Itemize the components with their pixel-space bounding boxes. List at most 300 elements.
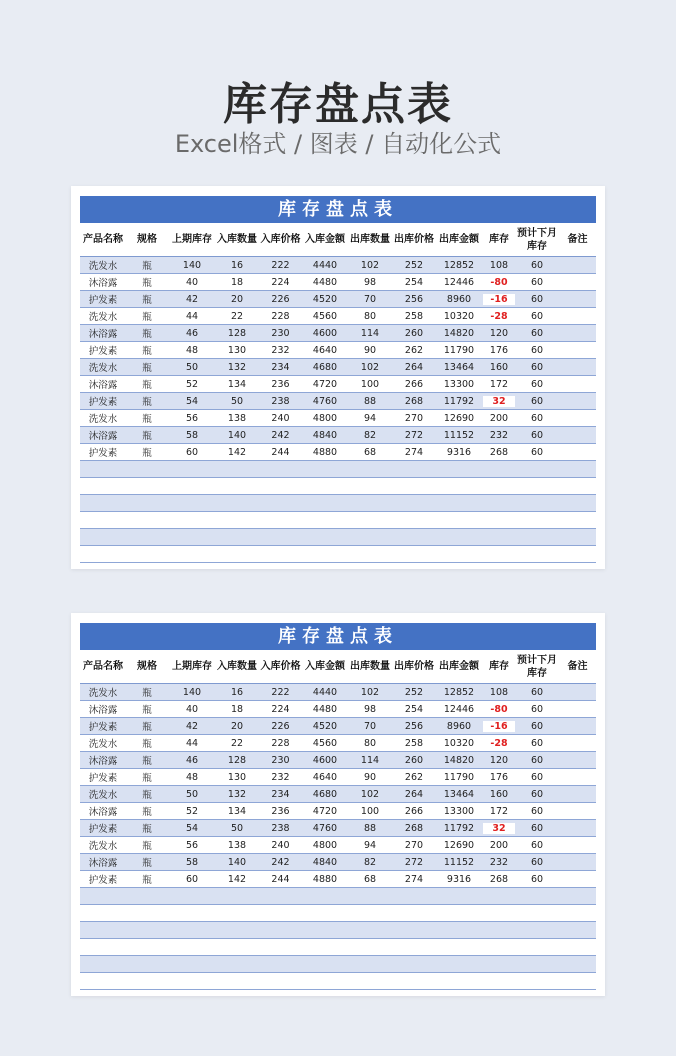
- cell-col-spec[interactable]: 瓶: [142, 261, 152, 272]
- cell-col-out-price[interactable]: 268: [404, 822, 424, 834]
- cell-col-out-price[interactable]: 256: [404, 720, 424, 732]
- cell-col-out-price[interactable]: 268: [404, 395, 424, 407]
- cell-col-in-amount[interactable]: 4680: [312, 788, 338, 800]
- cell-col-name[interactable]: 沐浴露: [88, 756, 118, 767]
- cell-col-out-amount[interactable]: 12852: [443, 259, 475, 271]
- cell-col-spec[interactable]: 瓶: [142, 295, 152, 306]
- cell-col-next-month[interactable]: 60: [530, 412, 544, 424]
- cell-col-spec[interactable]: 瓶: [142, 346, 152, 357]
- cell-col-in-price[interactable]: 234: [271, 361, 290, 373]
- cell-col-next-month[interactable]: 60: [530, 771, 544, 783]
- cell-col-spec[interactable]: 瓶: [142, 448, 152, 459]
- cell-col-in-price[interactable]: 232: [271, 771, 290, 783]
- cell-col-out-amount[interactable]: 11792: [443, 822, 475, 834]
- cell-col-out-price[interactable]: 270: [404, 839, 424, 851]
- cell-col-spec[interactable]: 瓶: [142, 705, 152, 716]
- cell-col-out-qty[interactable]: 98: [363, 703, 377, 715]
- cell-col-prev-stock[interactable]: 50: [185, 361, 199, 373]
- cell-col-in-price[interactable]: 236: [271, 378, 290, 390]
- cell-col-stock[interactable]: -16: [483, 721, 515, 732]
- cell-col-out-amount[interactable]: 8960: [446, 293, 472, 305]
- cell-col-in-qty[interactable]: 20: [230, 720, 244, 732]
- cell-col-next-month[interactable]: 60: [530, 378, 544, 390]
- cell-col-next-month[interactable]: 60: [530, 737, 544, 749]
- cell-col-out-amount[interactable]: 11792: [443, 395, 475, 407]
- cell-col-spec[interactable]: 瓶: [142, 312, 152, 323]
- cell-col-out-amount[interactable]: 13300: [443, 378, 475, 390]
- cell-col-stock[interactable]: 176: [489, 771, 509, 783]
- cell-col-name[interactable]: 护发素: [88, 875, 118, 886]
- cell-col-out-qty[interactable]: 70: [363, 720, 377, 732]
- cell-col-next-month[interactable]: 60: [530, 259, 544, 271]
- cell-col-prev-stock[interactable]: 42: [185, 720, 199, 732]
- cell-col-prev-stock[interactable]: 140: [182, 686, 202, 698]
- cell-col-spec[interactable]: 瓶: [142, 722, 152, 733]
- cell-col-out-price[interactable]: 264: [404, 788, 424, 800]
- cell-col-spec[interactable]: 瓶: [142, 773, 152, 784]
- cell-col-in-price[interactable]: 230: [271, 327, 290, 339]
- cell-col-out-amount[interactable]: 13464: [443, 788, 475, 800]
- empty-row[interactable]: [80, 939, 596, 956]
- header-col-stock: 库存: [489, 661, 509, 672]
- cell-col-name[interactable]: 洗发水: [88, 841, 118, 852]
- header-col-prev-stock: 上期库存: [172, 234, 212, 245]
- cell-col-out-qty[interactable]: 114: [360, 754, 380, 766]
- cell-col-stock[interactable]: 232: [489, 429, 509, 441]
- cell-col-spec[interactable]: 瓶: [142, 790, 152, 801]
- cell-col-next-month[interactable]: 60: [530, 686, 544, 698]
- cell-col-out-price[interactable]: 254: [404, 703, 424, 715]
- cell-col-in-amount[interactable]: 4680: [312, 361, 338, 373]
- cell-col-prev-stock[interactable]: 50: [185, 788, 199, 800]
- cell-col-in-qty[interactable]: 50: [230, 395, 244, 407]
- cell-col-in-price[interactable]: 242: [271, 856, 290, 868]
- cell-col-prev-stock[interactable]: 52: [185, 378, 199, 390]
- cell-col-next-month[interactable]: 60: [530, 429, 544, 441]
- cell-col-next-month[interactable]: 60: [530, 310, 544, 322]
- cell-col-prev-stock[interactable]: 56: [185, 839, 199, 851]
- cell-col-name[interactable]: 护发素: [88, 773, 118, 784]
- cell-col-stock[interactable]: 160: [489, 361, 509, 373]
- cell-col-out-amount[interactable]: 12690: [443, 839, 475, 851]
- cell-col-stock[interactable]: 268: [489, 873, 509, 885]
- cell-col-spec[interactable]: 瓶: [142, 363, 152, 374]
- cell-col-in-qty[interactable]: 128: [227, 327, 247, 339]
- cell-col-next-month[interactable]: 60: [530, 446, 544, 458]
- cell-col-in-price[interactable]: 224: [271, 276, 290, 288]
- cell-col-out-price[interactable]: 258: [404, 737, 424, 749]
- cell-col-out-qty[interactable]: 94: [363, 412, 377, 424]
- cell-col-out-price[interactable]: 260: [404, 327, 424, 339]
- cell-col-in-qty[interactable]: 134: [227, 378, 247, 390]
- cell-col-spec[interactable]: 瓶: [142, 380, 152, 391]
- cell-col-out-price[interactable]: 272: [404, 429, 424, 441]
- cell-col-prev-stock[interactable]: 58: [185, 429, 199, 441]
- cell-col-out-qty[interactable]: 100: [360, 805, 380, 817]
- cell-col-in-price[interactable]: 242: [271, 429, 290, 441]
- cell-col-out-amount[interactable]: 11790: [443, 344, 475, 356]
- cell-col-stock[interactable]: 120: [489, 754, 509, 766]
- cell-col-name[interactable]: 护发素: [88, 722, 118, 733]
- cell-col-in-price[interactable]: 228: [271, 310, 290, 322]
- cell-col-stock[interactable]: 108: [489, 686, 509, 698]
- cell-col-out-price[interactable]: 264: [404, 361, 424, 373]
- table-row: [80, 718, 596, 735]
- cell-col-stock[interactable]: 160: [489, 788, 509, 800]
- cell-col-prev-stock[interactable]: 42: [185, 293, 199, 305]
- cell-col-in-price[interactable]: 226: [271, 293, 290, 305]
- cell-col-out-price[interactable]: 252: [404, 686, 424, 698]
- cell-col-in-amount[interactable]: 4800: [312, 839, 338, 851]
- cell-col-prev-stock[interactable]: 44: [185, 737, 199, 749]
- cell-col-out-qty[interactable]: 98: [363, 276, 377, 288]
- cell-col-out-qty[interactable]: 90: [363, 344, 377, 356]
- cell-col-out-qty[interactable]: 80: [363, 737, 377, 749]
- cell-col-prev-stock[interactable]: 140: [182, 259, 202, 271]
- cell-col-stock[interactable]: -80: [483, 704, 515, 715]
- cell-col-out-price[interactable]: 266: [404, 805, 424, 817]
- cell-col-in-amount[interactable]: 4720: [312, 378, 338, 390]
- cell-col-in-amount[interactable]: 4840: [312, 856, 338, 868]
- cell-col-in-amount[interactable]: 4560: [312, 310, 338, 322]
- table-row: [80, 684, 596, 701]
- cell-col-in-qty[interactable]: 142: [227, 446, 247, 458]
- cell-col-stock[interactable]: 200: [489, 412, 509, 424]
- cell-col-in-qty[interactable]: 18: [230, 703, 244, 715]
- cell-col-spec[interactable]: 瓶: [142, 431, 152, 442]
- cell-col-out-qty[interactable]: 82: [363, 856, 377, 868]
- header-col-note: 备注: [567, 661, 588, 672]
- cell-col-out-qty[interactable]: 114: [360, 327, 380, 339]
- cell-col-name[interactable]: 沐浴露: [88, 380, 118, 391]
- cell-col-spec[interactable]: 瓶: [142, 414, 152, 425]
- cell-col-in-price[interactable]: 228: [271, 737, 290, 749]
- cell-col-in-price[interactable]: 224: [271, 703, 290, 715]
- cell-col-in-price[interactable]: 244: [271, 446, 290, 458]
- cell-col-name[interactable]: 沐浴露: [88, 329, 118, 340]
- cell-col-out-qty[interactable]: 70: [363, 293, 377, 305]
- cell-col-out-amount[interactable]: 9316: [446, 873, 472, 885]
- cell-col-out-price[interactable]: 270: [404, 412, 424, 424]
- cell-col-stock[interactable]: 268: [489, 446, 509, 458]
- cell-col-in-price[interactable]: 236: [271, 805, 290, 817]
- cell-col-name[interactable]: 沐浴露: [88, 807, 118, 818]
- cell-col-in-qty[interactable]: 20: [230, 293, 244, 305]
- cell-col-out-amount[interactable]: 11152: [443, 429, 475, 441]
- cell-col-name[interactable]: 洗发水: [88, 688, 118, 699]
- cell-col-in-amount[interactable]: 4600: [312, 754, 338, 766]
- cell-col-in-qty[interactable]: 22: [230, 310, 244, 322]
- empty-row[interactable]: [80, 922, 596, 939]
- cell-col-next-month[interactable]: 60: [530, 839, 544, 851]
- cell-col-name[interactable]: 洗发水: [88, 739, 118, 750]
- cell-col-next-month[interactable]: 60: [530, 873, 544, 885]
- cell-col-prev-stock[interactable]: 56: [185, 412, 199, 424]
- header-row: [80, 223, 596, 257]
- cell-col-out-amount[interactable]: 14820: [443, 327, 475, 339]
- cell-col-in-amount[interactable]: 4560: [312, 737, 338, 749]
- cell-col-stock[interactable]: -28: [483, 738, 515, 749]
- header-col-in-qty: 入库数量: [217, 661, 257, 672]
- cell-col-name[interactable]: 洗发水: [88, 414, 118, 425]
- cell-col-name[interactable]: 护发素: [88, 448, 118, 459]
- cell-col-out-qty[interactable]: 94: [363, 839, 377, 851]
- cell-col-name[interactable]: 沐浴露: [88, 705, 118, 716]
- cell-col-in-price[interactable]: 240: [271, 412, 290, 424]
- cell-col-out-amount[interactable]: 12690: [443, 412, 475, 424]
- cell-col-out-amount[interactable]: 11152: [443, 856, 475, 868]
- cell-col-prev-stock[interactable]: 58: [185, 856, 199, 868]
- cell-col-prev-stock[interactable]: 54: [185, 395, 199, 407]
- header-col-in-price: 入库价格: [260, 661, 301, 672]
- cell-col-stock[interactable]: 176: [489, 344, 509, 356]
- cell-col-out-price[interactable]: 262: [404, 344, 424, 356]
- cell-col-out-qty[interactable]: 80: [363, 310, 377, 322]
- cell-col-in-amount[interactable]: 4520: [312, 293, 338, 305]
- cell-col-in-qty[interactable]: 140: [227, 429, 247, 441]
- cell-col-in-amount[interactable]: 4640: [312, 771, 338, 783]
- cell-col-spec[interactable]: 瓶: [142, 756, 152, 767]
- cell-col-in-amount[interactable]: 4840: [312, 429, 338, 441]
- cell-col-out-price[interactable]: 254: [404, 276, 424, 288]
- cell-col-out-qty[interactable]: 90: [363, 771, 377, 783]
- cell-col-name[interactable]: 沐浴露: [88, 431, 118, 442]
- cell-col-out-price[interactable]: 266: [404, 378, 424, 390]
- cell-col-in-price[interactable]: 240: [271, 839, 290, 851]
- cell-col-name[interactable]: 洗发水: [88, 790, 118, 801]
- cell-col-out-qty[interactable]: 102: [360, 259, 380, 271]
- cell-col-next-month[interactable]: 60: [530, 395, 544, 407]
- cell-col-out-qty[interactable]: 102: [360, 361, 380, 373]
- cell-col-in-amount[interactable]: 4640: [312, 344, 338, 356]
- cell-col-out-qty[interactable]: 88: [363, 395, 377, 407]
- cell-col-out-amount[interactable]: 12446: [443, 703, 475, 715]
- header-col-name: 产品名称: [83, 234, 123, 245]
- table-row: [80, 325, 596, 342]
- cell-col-out-qty[interactable]: 100: [360, 378, 380, 390]
- cell-col-out-amount[interactable]: 12852: [443, 686, 475, 698]
- cell-col-out-qty[interactable]: 102: [360, 788, 380, 800]
- cell-col-in-price[interactable]: 244: [271, 873, 290, 885]
- empty-row[interactable]: [80, 495, 596, 512]
- cell-col-stock[interactable]: 200: [489, 839, 509, 851]
- cell-col-prev-stock[interactable]: 46: [185, 754, 199, 766]
- cell-col-out-amount[interactable]: 13300: [443, 805, 475, 817]
- cell-col-name[interactable]: 洗发水: [88, 363, 118, 374]
- cell-col-next-month[interactable]: 60: [530, 344, 544, 356]
- cell-col-stock[interactable]: 172: [489, 378, 509, 390]
- header-col-in-amount: 入库金额: [305, 661, 345, 672]
- cell-col-next-month[interactable]: 60: [530, 293, 544, 305]
- cell-col-in-price[interactable]: 234: [271, 788, 290, 800]
- cell-col-prev-stock[interactable]: 60: [185, 873, 199, 885]
- cell-col-in-qty[interactable]: 16: [230, 686, 244, 698]
- cell-col-in-amount[interactable]: 4720: [312, 805, 338, 817]
- cell-col-out-price[interactable]: 274: [404, 873, 424, 885]
- header-col-prev-stock: 上期库存: [172, 661, 212, 672]
- cell-col-out-amount[interactable]: 11790: [443, 771, 475, 783]
- cell-col-next-month[interactable]: 60: [530, 856, 544, 868]
- cell-col-out-qty[interactable]: 88: [363, 822, 377, 834]
- cell-col-spec[interactable]: 瓶: [142, 688, 152, 699]
- table-row: [80, 291, 596, 308]
- sheet-title: 库存盘点表: [80, 196, 596, 223]
- header-col-out-price: 出库价格: [394, 661, 434, 672]
- header-col-spec: 规格: [137, 234, 157, 245]
- empty-row[interactable]: [80, 905, 596, 922]
- cell-col-prev-stock[interactable]: 54: [185, 822, 199, 834]
- empty-row[interactable]: [80, 478, 596, 495]
- cell-col-next-month[interactable]: 60: [530, 327, 544, 339]
- cell-col-next-month[interactable]: 60: [530, 788, 544, 800]
- cell-col-stock[interactable]: -16: [483, 294, 515, 305]
- cell-col-out-qty[interactable]: 68: [363, 446, 377, 458]
- cell-col-out-qty[interactable]: 82: [363, 429, 377, 441]
- cell-col-name[interactable]: 护发素: [88, 346, 118, 357]
- cell-col-in-qty[interactable]: 130: [227, 771, 247, 783]
- cell-col-out-qty[interactable]: 102: [360, 686, 380, 698]
- cell-col-stock[interactable]: 32: [483, 823, 515, 834]
- empty-row[interactable]: [80, 956, 596, 973]
- header-col-in-qty: 入库数量: [217, 234, 257, 245]
- cell-col-in-price[interactable]: 232: [271, 344, 290, 356]
- empty-row[interactable]: [80, 888, 596, 905]
- cell-col-prev-stock[interactable]: 48: [185, 771, 199, 783]
- cell-col-name[interactable]: 洗发水: [88, 312, 118, 323]
- cell-col-out-amount[interactable]: 9316: [446, 446, 472, 458]
- cell-col-stock[interactable]: 232: [489, 856, 509, 868]
- cell-col-in-qty[interactable]: 16: [230, 259, 244, 271]
- cell-col-spec[interactable]: 瓶: [142, 329, 152, 340]
- header-col-out-qty: 出库数量: [350, 661, 390, 672]
- cell-col-in-qty[interactable]: 138: [227, 839, 247, 851]
- cell-col-spec[interactable]: 瓶: [142, 841, 152, 852]
- cell-col-name[interactable]: 沐浴露: [88, 858, 118, 869]
- empty-row[interactable]: [80, 546, 596, 563]
- cell-col-prev-stock[interactable]: 48: [185, 344, 199, 356]
- cell-col-out-price[interactable]: 252: [404, 259, 424, 271]
- cell-col-in-qty[interactable]: 130: [227, 344, 247, 356]
- cell-col-stock[interactable]: 32: [483, 396, 515, 407]
- cell-col-in-amount[interactable]: 4800: [312, 412, 338, 424]
- cell-col-in-qty[interactable]: 128: [227, 754, 247, 766]
- cell-col-stock[interactable]: -28: [483, 311, 515, 322]
- cell-col-prev-stock[interactable]: 52: [185, 805, 199, 817]
- cell-col-in-qty[interactable]: 138: [227, 412, 247, 424]
- cell-col-spec[interactable]: 瓶: [142, 875, 152, 886]
- cell-col-in-amount[interactable]: 4760: [312, 822, 338, 834]
- header-col-stock: 库存: [489, 234, 509, 245]
- cell-col-name[interactable]: 护发素: [88, 824, 118, 835]
- cell-col-next-month[interactable]: 60: [530, 361, 544, 373]
- empty-row[interactable]: [80, 529, 596, 546]
- cell-col-next-month[interactable]: 60: [530, 276, 544, 288]
- cell-col-in-amount[interactable]: 4880: [312, 446, 338, 458]
- cell-col-stock[interactable]: 120: [489, 327, 509, 339]
- cell-col-stock[interactable]: -80: [483, 277, 515, 288]
- cell-col-in-price[interactable]: 222: [271, 686, 290, 698]
- cell-col-out-amount[interactable]: 10320: [443, 310, 475, 322]
- empty-row[interactable]: [80, 461, 596, 478]
- cell-col-prev-stock[interactable]: 40: [185, 703, 199, 715]
- cell-col-in-price[interactable]: 222: [271, 259, 290, 271]
- cell-col-in-amount[interactable]: 4600: [312, 327, 338, 339]
- cell-col-spec[interactable]: 瓶: [142, 739, 152, 750]
- cell-col-spec[interactable]: 瓶: [142, 858, 152, 869]
- cell-col-stock[interactable]: 108: [489, 259, 509, 271]
- cell-col-in-price[interactable]: 238: [271, 822, 290, 834]
- cell-col-out-price[interactable]: 260: [404, 754, 424, 766]
- cell-col-next-month[interactable]: 60: [530, 703, 544, 715]
- cell-col-out-price[interactable]: 258: [404, 310, 424, 322]
- cell-col-stock[interactable]: 172: [489, 805, 509, 817]
- header-col-spec: 规格: [137, 661, 157, 672]
- cell-col-out-amount[interactable]: 14820: [443, 754, 475, 766]
- cell-col-in-amount[interactable]: 4880: [312, 873, 338, 885]
- cell-col-next-month[interactable]: 60: [530, 805, 544, 817]
- header-col-next-month: 预计下月库存: [517, 654, 557, 679]
- cell-col-name[interactable]: 洗发水: [88, 261, 118, 272]
- cell-col-in-qty[interactable]: 140: [227, 856, 247, 868]
- cell-col-out-qty[interactable]: 68: [363, 873, 377, 885]
- cell-col-out-price[interactable]: 272: [404, 856, 424, 868]
- cell-col-in-amount[interactable]: 4440: [312, 686, 338, 698]
- cell-col-in-amount[interactable]: 4760: [312, 395, 338, 407]
- table-row: [80, 803, 596, 820]
- cell-col-prev-stock[interactable]: 60: [185, 446, 199, 458]
- cell-col-in-qty[interactable]: 142: [227, 873, 247, 885]
- cell-col-in-qty[interactable]: 132: [227, 361, 247, 373]
- cell-col-spec[interactable]: 瓶: [142, 807, 152, 818]
- spreadsheet: [80, 623, 596, 990]
- cell-col-out-amount[interactable]: 13464: [443, 361, 475, 373]
- cell-col-name[interactable]: 沐浴露: [88, 278, 118, 289]
- cell-col-out-price[interactable]: 274: [404, 446, 424, 458]
- cell-col-spec[interactable]: 瓶: [142, 397, 152, 408]
- cell-col-out-amount[interactable]: 8960: [446, 720, 472, 732]
- cell-col-out-price[interactable]: 256: [404, 293, 424, 305]
- cell-col-in-qty[interactable]: 18: [230, 276, 244, 288]
- cell-col-in-qty[interactable]: 134: [227, 805, 247, 817]
- cell-col-next-month[interactable]: 60: [530, 754, 544, 766]
- cell-col-in-amount[interactable]: 4440: [312, 259, 338, 271]
- cell-col-in-qty[interactable]: 132: [227, 788, 247, 800]
- cell-col-in-price[interactable]: 230: [271, 754, 290, 766]
- cell-col-name[interactable]: 护发素: [88, 397, 118, 408]
- cell-col-next-month[interactable]: 60: [530, 720, 544, 732]
- cell-col-out-amount[interactable]: 12446: [443, 276, 475, 288]
- cell-col-in-price[interactable]: 226: [271, 720, 290, 732]
- cell-col-out-amount[interactable]: 10320: [443, 737, 475, 749]
- cell-col-prev-stock[interactable]: 44: [185, 310, 199, 322]
- cell-col-prev-stock[interactable]: 46: [185, 327, 199, 339]
- cell-col-spec[interactable]: 瓶: [142, 278, 152, 289]
- cell-col-name[interactable]: 护发素: [88, 295, 118, 306]
- cell-col-prev-stock[interactable]: 40: [185, 276, 199, 288]
- cell-col-in-qty[interactable]: 50: [230, 822, 244, 834]
- empty-row[interactable]: [80, 973, 596, 990]
- cell-col-in-qty[interactable]: 22: [230, 737, 244, 749]
- header-col-out-price: 出库价格: [394, 234, 434, 245]
- cell-col-in-amount[interactable]: 4480: [312, 703, 338, 715]
- empty-row[interactable]: [80, 512, 596, 529]
- cell-col-in-price[interactable]: 238: [271, 395, 290, 407]
- cell-col-out-price[interactable]: 262: [404, 771, 424, 783]
- cell-col-in-amount[interactable]: 4520: [312, 720, 338, 732]
- cell-col-next-month[interactable]: 60: [530, 822, 544, 834]
- cell-col-spec[interactable]: 瓶: [142, 824, 152, 835]
- cell-col-in-amount[interactable]: 4480: [312, 276, 338, 288]
